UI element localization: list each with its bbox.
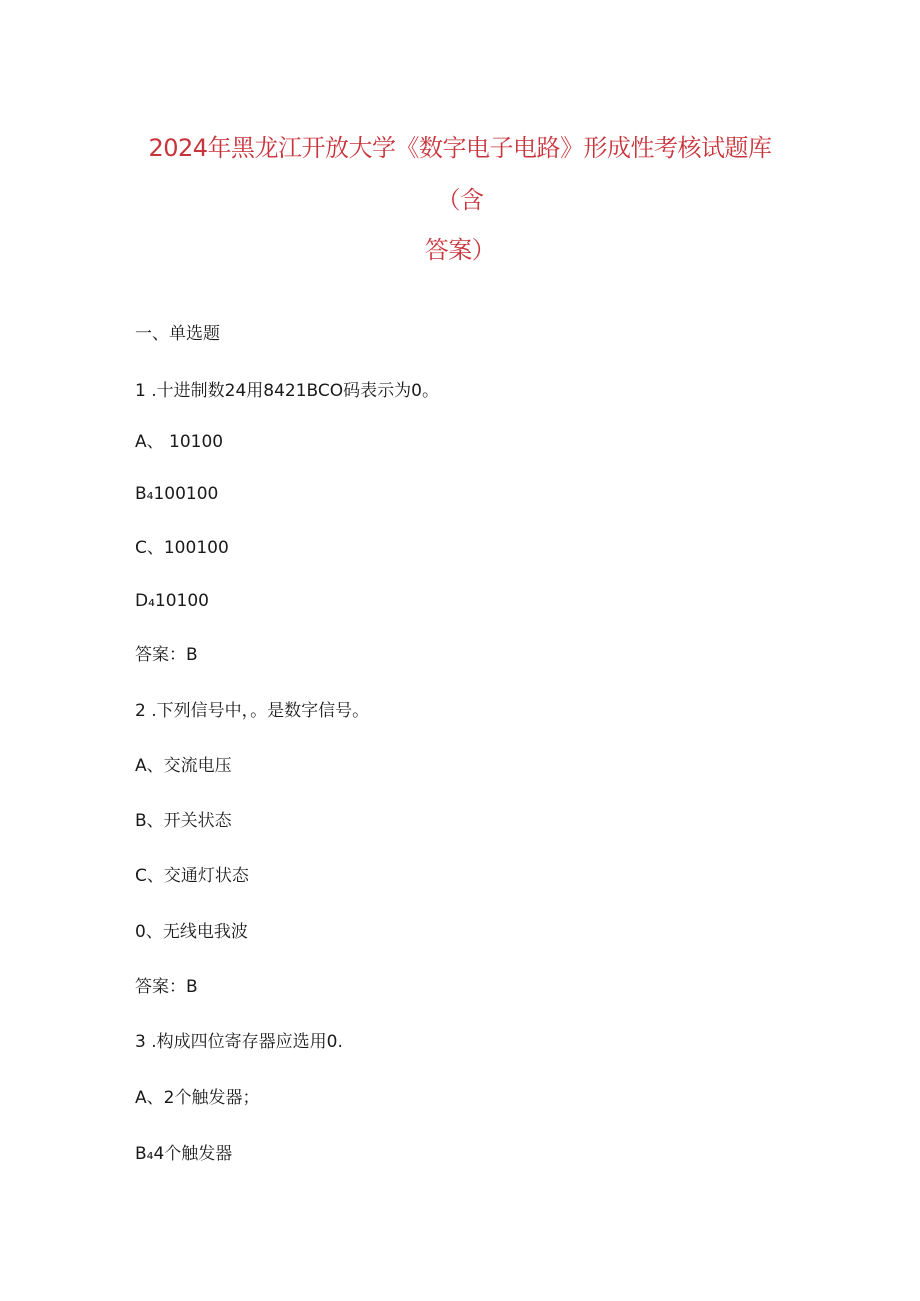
question-3-option-a: A、2个触发器； [135, 1088, 260, 1108]
question-3-stem: 3 .构成四位寄存器应选用0. [135, 1032, 343, 1052]
section-heading: 一、单选题 [135, 324, 220, 344]
question-1-answer: 答案：B [135, 645, 198, 665]
question-2-stem: 2 .下列信号中，。是数字信号。 [135, 701, 370, 721]
question-2-option-d: 0、无线电我波 [135, 922, 248, 942]
document-title-line-2: （含 [436, 186, 484, 214]
question-1-option-a: A、 10100 [135, 432, 224, 452]
question-2-answer: 答案：B [135, 977, 198, 997]
question-1-option-b: B₄100100 [135, 484, 219, 504]
question-1-option-c: C、100100 [135, 538, 229, 558]
question-3-option-b: B₄4个触发器 [135, 1144, 233, 1164]
question-2-option-a: A、交流电压 [135, 756, 232, 776]
question-1-stem: 1 .十进制数24用8421BCO码表示为0。 [135, 381, 439, 401]
question-2-option-b: B、开关状态 [135, 811, 232, 831]
document-title-line-1: 2024年黑龙江开放大学《数字电子电路》形成性考核试题库 [148, 134, 772, 162]
question-2-option-c: C、交通灯状态 [135, 866, 249, 886]
document-title-line-3: 答案） [424, 236, 496, 264]
question-1-option-d: D₄10100 [135, 591, 209, 611]
